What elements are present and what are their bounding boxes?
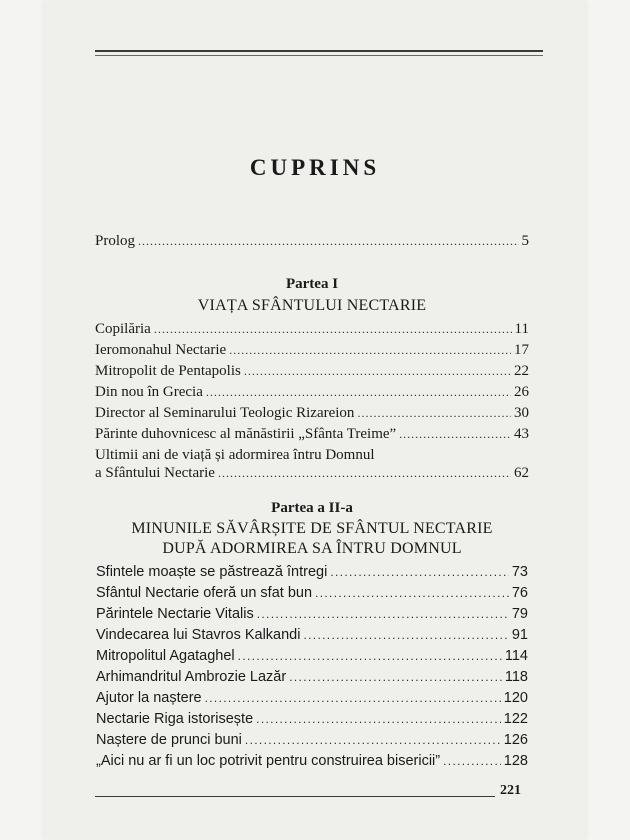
toc-label: Sfântul Nectarie oferă un sfat bun — [96, 585, 313, 601]
toc-page: 128 — [503, 753, 528, 769]
part1-title: VIAȚA SFÂNTULUI NECTARIE — [197, 297, 427, 314]
toc-entry — [96, 605, 528, 623]
page-title: CUPRINS — [249, 155, 381, 180]
leader-dots — [206, 383, 511, 401]
toc-page: 118 — [504, 669, 528, 685]
toc-entry — [96, 710, 528, 728]
toc-page: 5 — [521, 233, 529, 249]
toc-label: Vindecarea lui Stavros Kalkandi — [96, 627, 301, 643]
toc-label: Naștere de prunci buni — [96, 732, 242, 748]
toc-label: Arhimandritul Ambrozie Lazăr — [96, 669, 287, 685]
toc-entry — [95, 383, 529, 401]
leader-dots — [289, 668, 502, 686]
toc-page: 73 — [511, 564, 528, 580]
toc-entry — [96, 626, 528, 644]
toc-label: Ajutor la naștere — [96, 690, 202, 706]
toc-page: 120 — [503, 690, 528, 706]
leader-dots — [399, 425, 511, 443]
toc-page: 114 — [504, 648, 528, 664]
toc-label: Din nou în Grecia — [95, 384, 203, 400]
toc-entry — [96, 668, 528, 686]
toc-label: Părinte duhovnicesc al mănăstirii „Sfânta Treime” — [95, 426, 397, 442]
toc-label: Nectarie Riga istorisește — [96, 711, 254, 727]
toc-label: Mitropolitul Agataghel — [96, 648, 235, 664]
toc-page: 91 — [511, 627, 528, 643]
toc-entry — [95, 464, 529, 482]
leader-dots — [229, 341, 511, 359]
leader-dots — [257, 605, 509, 623]
leader-dots — [357, 404, 511, 422]
toc-label: Mitropolit de Pentapolis — [95, 363, 241, 379]
toc-label: „Aici nu ar fi un loc potrivit pentru construirea bisericii” — [96, 753, 441, 769]
leader-dots — [245, 731, 501, 749]
bottom-rule — [95, 796, 495, 797]
leader-dots — [138, 232, 518, 250]
leader-dots — [205, 689, 501, 707]
toc-entry — [96, 563, 528, 581]
toc-page: 11 — [514, 321, 529, 337]
toc-entry — [95, 341, 529, 359]
toc-entry — [95, 425, 529, 443]
toc-entry — [96, 752, 528, 770]
toc-page: 17 — [514, 342, 529, 358]
top-rule — [95, 50, 543, 52]
page-number: 221 — [500, 783, 521, 798]
leader-dots — [238, 647, 502, 665]
leader-dots — [303, 626, 508, 644]
toc-entry — [95, 320, 529, 338]
toc-page: 62 — [514, 465, 529, 481]
toc-entry — [96, 689, 528, 707]
toc-entry — [96, 647, 528, 665]
leader-dots — [256, 710, 501, 728]
toc-page: 26 — [514, 384, 529, 400]
toc-page: 126 — [503, 732, 528, 748]
toc-label: Prolog — [95, 233, 136, 249]
toc-label: Ultimii ani de viață și adormirea întru Domnul — [95, 447, 375, 463]
toc-entry — [95, 362, 529, 380]
toc-label: Sfintele moaște se păstrează întregi — [96, 564, 328, 580]
toc-entry — [96, 584, 528, 602]
top-rule-thin — [95, 55, 543, 56]
leader-dots — [315, 584, 509, 602]
toc-entry — [96, 731, 528, 749]
toc-page: 76 — [511, 585, 528, 601]
part2-title-line2: DUPĂ ADORMIREA SA ÎNTRU DOMNUL — [162, 540, 462, 557]
leader-dots — [154, 320, 512, 338]
part1-heading: Partea I — [285, 276, 339, 292]
leader-dots — [330, 563, 509, 581]
toc-page: 79 — [511, 606, 528, 622]
toc-label: a Sfântului Nectarie — [95, 465, 215, 481]
toc-entry — [95, 404, 529, 422]
leader-dots — [443, 752, 501, 770]
part2-title-line1: MINUNILE SĂVÂRȘITE DE SFÂNTUL NECTARIE — [131, 520, 493, 537]
toc-page: 43 — [514, 426, 529, 442]
part2-heading: Partea a II-a — [271, 500, 353, 516]
toc-label: Director al Seminarului Teologic Rizareion — [95, 405, 355, 421]
toc-page: 30 — [514, 405, 529, 421]
toc-label: Ieromonahul Nectarie — [95, 342, 227, 358]
toc-label: Părintele Nectarie Vitalis — [96, 606, 254, 622]
leader-dots — [244, 362, 511, 380]
leader-dots — [218, 464, 511, 482]
toc-page: 22 — [514, 363, 529, 379]
toc-label: Copilăria — [95, 321, 151, 337]
toc-page: 122 — [503, 711, 528, 727]
